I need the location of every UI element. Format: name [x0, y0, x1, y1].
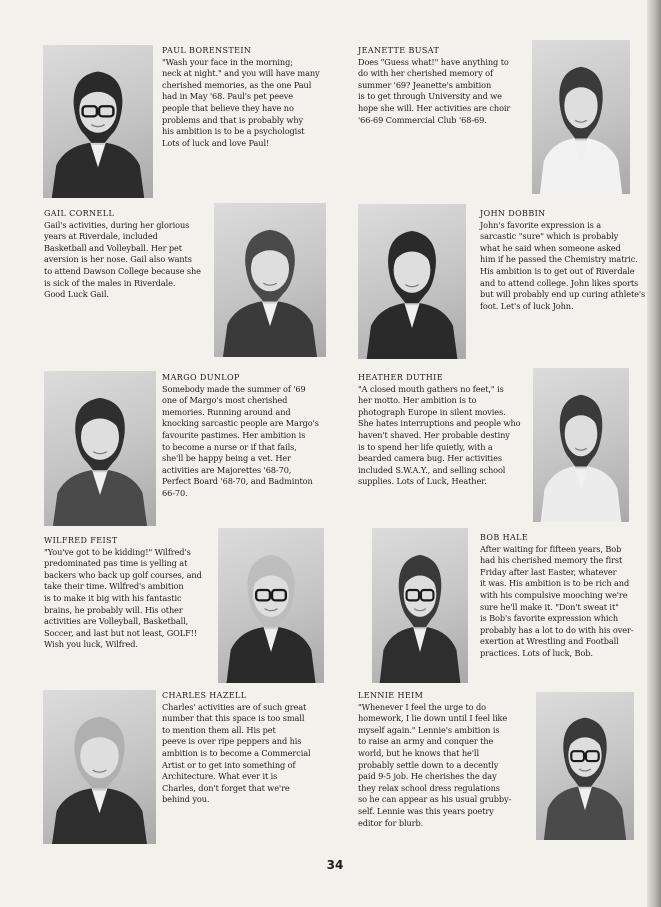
student-portrait — [214, 203, 326, 357]
student-bio: "Whenever I feel the urge to do homework, I lie down until I feel like myself again." Lennie's ambition is to raise an army and conquer the world, but he knows that he'll probably settle down to a decently paid 9-5 job. He cherishes the day they relax school dress regulations so he can appear as his usual grubby- self. Lennie was this years poetry editor for blurb. — [358, 701, 512, 828]
student-name: MARGO DUNLOP — [162, 373, 240, 382]
student-bio: After waiting for fifteen years, Bob had his cherished memory the first Friday after last Easter, whatever it was. His ambition is to be rich and with his compulsive mooching we're sure he'll make it. "Don't sweat it" is Bob's favorite expression which probably has a lot to do with his over- exertion at Wrestling and Football practices. Lots of luck, Bob. — [480, 543, 634, 658]
page-binding-shadow — [647, 0, 661, 907]
student-bio: Somebody made the summer of '69 one of Margo's most cherished memories. Running around and knocking sarcastic people are Margo's favourite pastimes. Her ambition is to become a nurse or if that fails, she'll be happy being a vet. Her activities are Majorettes '68-70, Perfect Board '68-70, and Badminton 66-70. — [162, 383, 319, 498]
student-portrait — [218, 528, 324, 683]
student-portrait — [532, 40, 630, 194]
student-bio: Gail's activities, during her glorious years at Riverdale, included Basketball and Volleyball. Her pet aversion is her nose. Gail also wants to attend Dawson College because she is sick of the males in Riverdale. Good Luck Gail. — [44, 219, 201, 300]
page-number: 34 — [326, 858, 344, 872]
student-portrait — [372, 528, 468, 683]
student-name: WILFRED FEIST — [44, 536, 118, 545]
student-bio: "Wash your face in the morning; neck at night." and you will have many cherished memories, as the one Paul had in May '68. Paul's pet peeve people that believe they have no problems and that is probably why his ambition is to be a psychologist Lots of luck and love Paul! — [162, 56, 320, 148]
student-name: PAUL BORENSTEIN — [162, 46, 252, 55]
student-name: JOHN DOBBIN — [480, 209, 546, 218]
student-name: BOB HALE — [480, 533, 529, 542]
student-bio: Does "Guess what!" have anything to do with her cherished memory of summer '69? Jeanette's ambition is to get through University and we hope she will. Her activities are choir '66-69 Commercial Club '68-69. — [358, 56, 511, 125]
student-portrait — [44, 371, 156, 526]
student-bio: Charles' activities are of such great number that this space is too small to mention them all. His pet peeve is over ripe peppers and his ambition is to become a Commercial Artist or to get into something of Architecture. What ever it is Charles, don't forget that we're behind you. — [162, 701, 311, 805]
student-name: GAIL CORNELL — [44, 209, 115, 218]
student-portrait — [536, 692, 634, 840]
student-name: JEANETTE BUSAT — [358, 46, 440, 55]
student-name: CHARLES HAZELL — [162, 691, 247, 700]
student-portrait — [43, 690, 156, 844]
student-name: LENNIE HEIM — [358, 691, 424, 700]
student-portrait — [533, 368, 629, 522]
student-bio: John's favorite expression is a sarcastic "sure" which is probably what he said when someone asked him if he passed the Chemistry matric. His ambition is to get out of Riverdale and to attend college. John likes sports but will probably end up curing athlete's foot. Let's of luck John. — [480, 219, 646, 311]
student-portrait — [358, 204, 466, 359]
student-bio: "A closed mouth gathers no feet," is her motto. Her ambition is to photograph Europe in silent movies. She hates interruptions and people who haven't shaved. Her probable destiny is to spend her life quietly, with a bearded camera bug. Her activities included S.W.A.Y., and selling school supplies. Lots of Luck, Heather. — [358, 383, 521, 487]
student-bio: "You've got to be kidding!" Wilfred's predominated pas time is yelling at backers who back up golf courses, and take their time. Wilfred's ambition is to make it big with his fantastic brains, he probably will. His other activities are Volleyball, Basketball, Soccer, and last but not least, GOLF!! Wish you luck, Wilfred. — [44, 546, 202, 650]
student-portrait — [43, 45, 153, 198]
student-name: HEATHER DUTHIE — [358, 373, 443, 382]
